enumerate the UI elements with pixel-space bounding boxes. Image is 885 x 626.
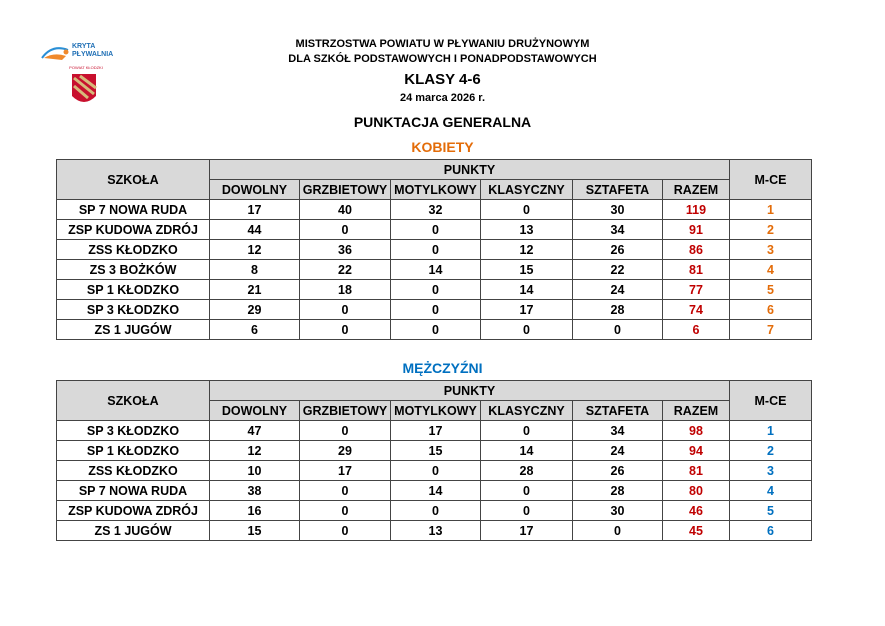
points-cell: 16 (210, 501, 300, 521)
points-cell: 17 (210, 200, 300, 220)
points-cell: 0 (573, 521, 663, 541)
points-cell: 17 (481, 300, 573, 320)
table-row (57, 240, 812, 260)
school-cell: SP 7 NOWA RUDA (57, 481, 210, 501)
school-cell: ZSS KŁODZKO (57, 461, 210, 481)
points-cell: 0 (391, 280, 481, 300)
points-cell: 10 (210, 461, 300, 481)
points-cell: 0 (391, 501, 481, 521)
points-cell: 15 (481, 260, 573, 280)
school-cell: SP 7 NOWA RUDA (57, 200, 210, 220)
table-row (57, 521, 812, 541)
points-cell: 0 (300, 220, 391, 240)
table-row (57, 220, 812, 240)
points-cell: 0 (481, 481, 573, 501)
points-cell: 0 (481, 320, 573, 340)
points-cell: 47 (210, 421, 300, 441)
points-cell: 26 (573, 461, 663, 481)
school-cell: SP 1 KŁODZKO (57, 441, 210, 461)
men-results-table (56, 380, 812, 541)
points-header: PUNKTY (210, 160, 730, 180)
place-cell: 2 (730, 220, 812, 240)
place-cell: 3 (730, 240, 812, 260)
points-cell: 0 (391, 300, 481, 320)
table-row (57, 461, 812, 481)
title-line-2: DLA SZKÓŁ PODSTAWOWYCH I PONADPODSTAWOWYCH (288, 53, 597, 65)
total-cell: 81 (663, 461, 730, 481)
event-date: 24 marca 2026 r. (399, 92, 486, 104)
school-header: SZKOŁA (57, 160, 210, 200)
women-results-table (56, 159, 812, 340)
event-header: MOTYLKOWY (391, 180, 481, 200)
total-cell: 86 (663, 240, 730, 260)
points-cell: 0 (300, 300, 391, 320)
school-cell: ZSS KŁODZKO (57, 240, 210, 260)
event-header: MOTYLKOWY (391, 401, 481, 421)
points-cell: 28 (573, 481, 663, 501)
table-row (57, 441, 812, 461)
points-cell: 0 (391, 240, 481, 260)
total-cell: 81 (663, 260, 730, 280)
school-cell: ZSP KUDOWA ZDRÓJ (57, 501, 210, 521)
school-cell: ZS 1 JUGÓW (57, 521, 210, 541)
place-cell: 1 (730, 421, 812, 441)
event-header: GRZBIETOWY (300, 180, 391, 200)
place-cell: 4 (730, 260, 812, 280)
points-cell: 22 (300, 260, 391, 280)
points-cell: 32 (391, 200, 481, 220)
points-cell: 0 (300, 320, 391, 340)
points-cell: 14 (481, 441, 573, 461)
points-cell: 0 (481, 421, 573, 441)
points-cell: 17 (481, 521, 573, 541)
total-cell: 98 (663, 421, 730, 441)
points-cell: 22 (573, 260, 663, 280)
points-cell: 12 (481, 240, 573, 260)
points-header: PUNKTY (210, 381, 730, 401)
points-cell: 29 (300, 441, 391, 461)
points-cell: 0 (573, 320, 663, 340)
place-cell: 4 (730, 481, 812, 501)
school-cell: ZS 3 BOŻKÓW (57, 260, 210, 280)
men-title: MĘŻCZYŹNI (402, 360, 483, 376)
table-row (57, 421, 812, 441)
event-header: KLASYCZNY (481, 401, 573, 421)
total-cell: 46 (663, 501, 730, 521)
points-cell: 0 (481, 501, 573, 521)
event-header: RAZEM (663, 180, 730, 200)
women-title: KOBIETY (411, 139, 474, 155)
place-cell: 2 (730, 441, 812, 461)
points-cell: 8 (210, 260, 300, 280)
points-cell: 14 (391, 481, 481, 501)
place-cell: 6 (730, 300, 812, 320)
school-header: SZKOŁA (57, 381, 210, 421)
points-cell: 38 (210, 481, 300, 501)
table-row (57, 501, 812, 521)
place-header: M-CE (730, 381, 812, 421)
points-cell: 28 (481, 461, 573, 481)
total-cell: 80 (663, 481, 730, 501)
points-cell: 0 (391, 220, 481, 240)
points-cell: 34 (573, 220, 663, 240)
points-cell: 0 (300, 501, 391, 521)
total-cell: 119 (663, 200, 730, 220)
points-cell: 26 (573, 240, 663, 260)
school-cell: SP 3 KŁODZKO (57, 421, 210, 441)
total-cell: 45 (663, 521, 730, 541)
points-cell: 18 (300, 280, 391, 300)
points-cell: 21 (210, 280, 300, 300)
points-cell: 0 (300, 421, 391, 441)
points-cell: 12 (210, 240, 300, 260)
total-cell: 94 (663, 441, 730, 461)
points-cell: 28 (573, 300, 663, 320)
points-cell: 0 (300, 521, 391, 541)
table-row (57, 280, 812, 300)
logo-pool-text: KRYTA PŁYWALNIA (72, 43, 114, 58)
points-cell: 13 (391, 521, 481, 541)
points-cell: 30 (573, 501, 663, 521)
points-cell: 14 (481, 280, 573, 300)
total-cell: 74 (663, 300, 730, 320)
points-cell: 44 (210, 220, 300, 240)
classes-title: KLASY 4-6 (404, 71, 481, 88)
event-header: KLASYCZNY (481, 180, 573, 200)
points-cell: 30 (573, 200, 663, 220)
points-cell: 15 (210, 521, 300, 541)
total-cell: 6 (663, 320, 730, 340)
points-cell: 6 (210, 320, 300, 340)
points-cell: 0 (481, 200, 573, 220)
points-cell: 13 (481, 220, 573, 240)
points-cell: 12 (210, 441, 300, 461)
points-cell: 0 (300, 481, 391, 501)
points-cell: 34 (573, 421, 663, 441)
place-header: M-CE (730, 160, 812, 200)
points-cell: 17 (391, 421, 481, 441)
points-cell: 24 (573, 280, 663, 300)
points-cell: 15 (391, 441, 481, 461)
total-cell: 91 (663, 220, 730, 240)
event-header: SZTAFETA (573, 401, 663, 421)
event-header: SZTAFETA (573, 180, 663, 200)
table-row (57, 481, 812, 501)
event-header: GRZBIETOWY (300, 401, 391, 421)
points-cell: 40 (300, 200, 391, 220)
points-cell: 0 (391, 461, 481, 481)
school-cell: SP 3 KŁODZKO (57, 300, 210, 320)
place-cell: 1 (730, 200, 812, 220)
points-cell: 17 (300, 461, 391, 481)
school-cell: ZSP KUDOWA ZDRÓJ (57, 220, 210, 240)
place-cell: 5 (730, 280, 812, 300)
points-cell: 24 (573, 441, 663, 461)
logo-crest-text: POWIAT KŁODZKI (69, 65, 103, 70)
table-row (57, 300, 812, 320)
school-cell: ZS 1 JUGÓW (57, 320, 210, 340)
table-row (57, 260, 812, 280)
place-cell: 7 (730, 320, 812, 340)
event-header: DOWOLNY (210, 180, 300, 200)
points-cell: 36 (300, 240, 391, 260)
place-cell: 6 (730, 521, 812, 541)
table-row (57, 200, 812, 220)
event-header: RAZEM (663, 401, 730, 421)
table-row (57, 320, 812, 340)
points-cell: 0 (391, 320, 481, 340)
page-subtitle: PUNKTACJA GENERALNA (353, 114, 532, 130)
event-header: DOWOLNY (210, 401, 300, 421)
title-line-1: MISTRZOSTWA POWIATU W PŁYWANIU DRUŻYNOWYM (295, 38, 590, 50)
place-cell: 3 (730, 461, 812, 481)
total-cell: 77 (663, 280, 730, 300)
points-cell: 29 (210, 300, 300, 320)
school-cell: SP 1 KŁODZKO (57, 280, 210, 300)
place-cell: 5 (730, 501, 812, 521)
points-cell: 14 (391, 260, 481, 280)
